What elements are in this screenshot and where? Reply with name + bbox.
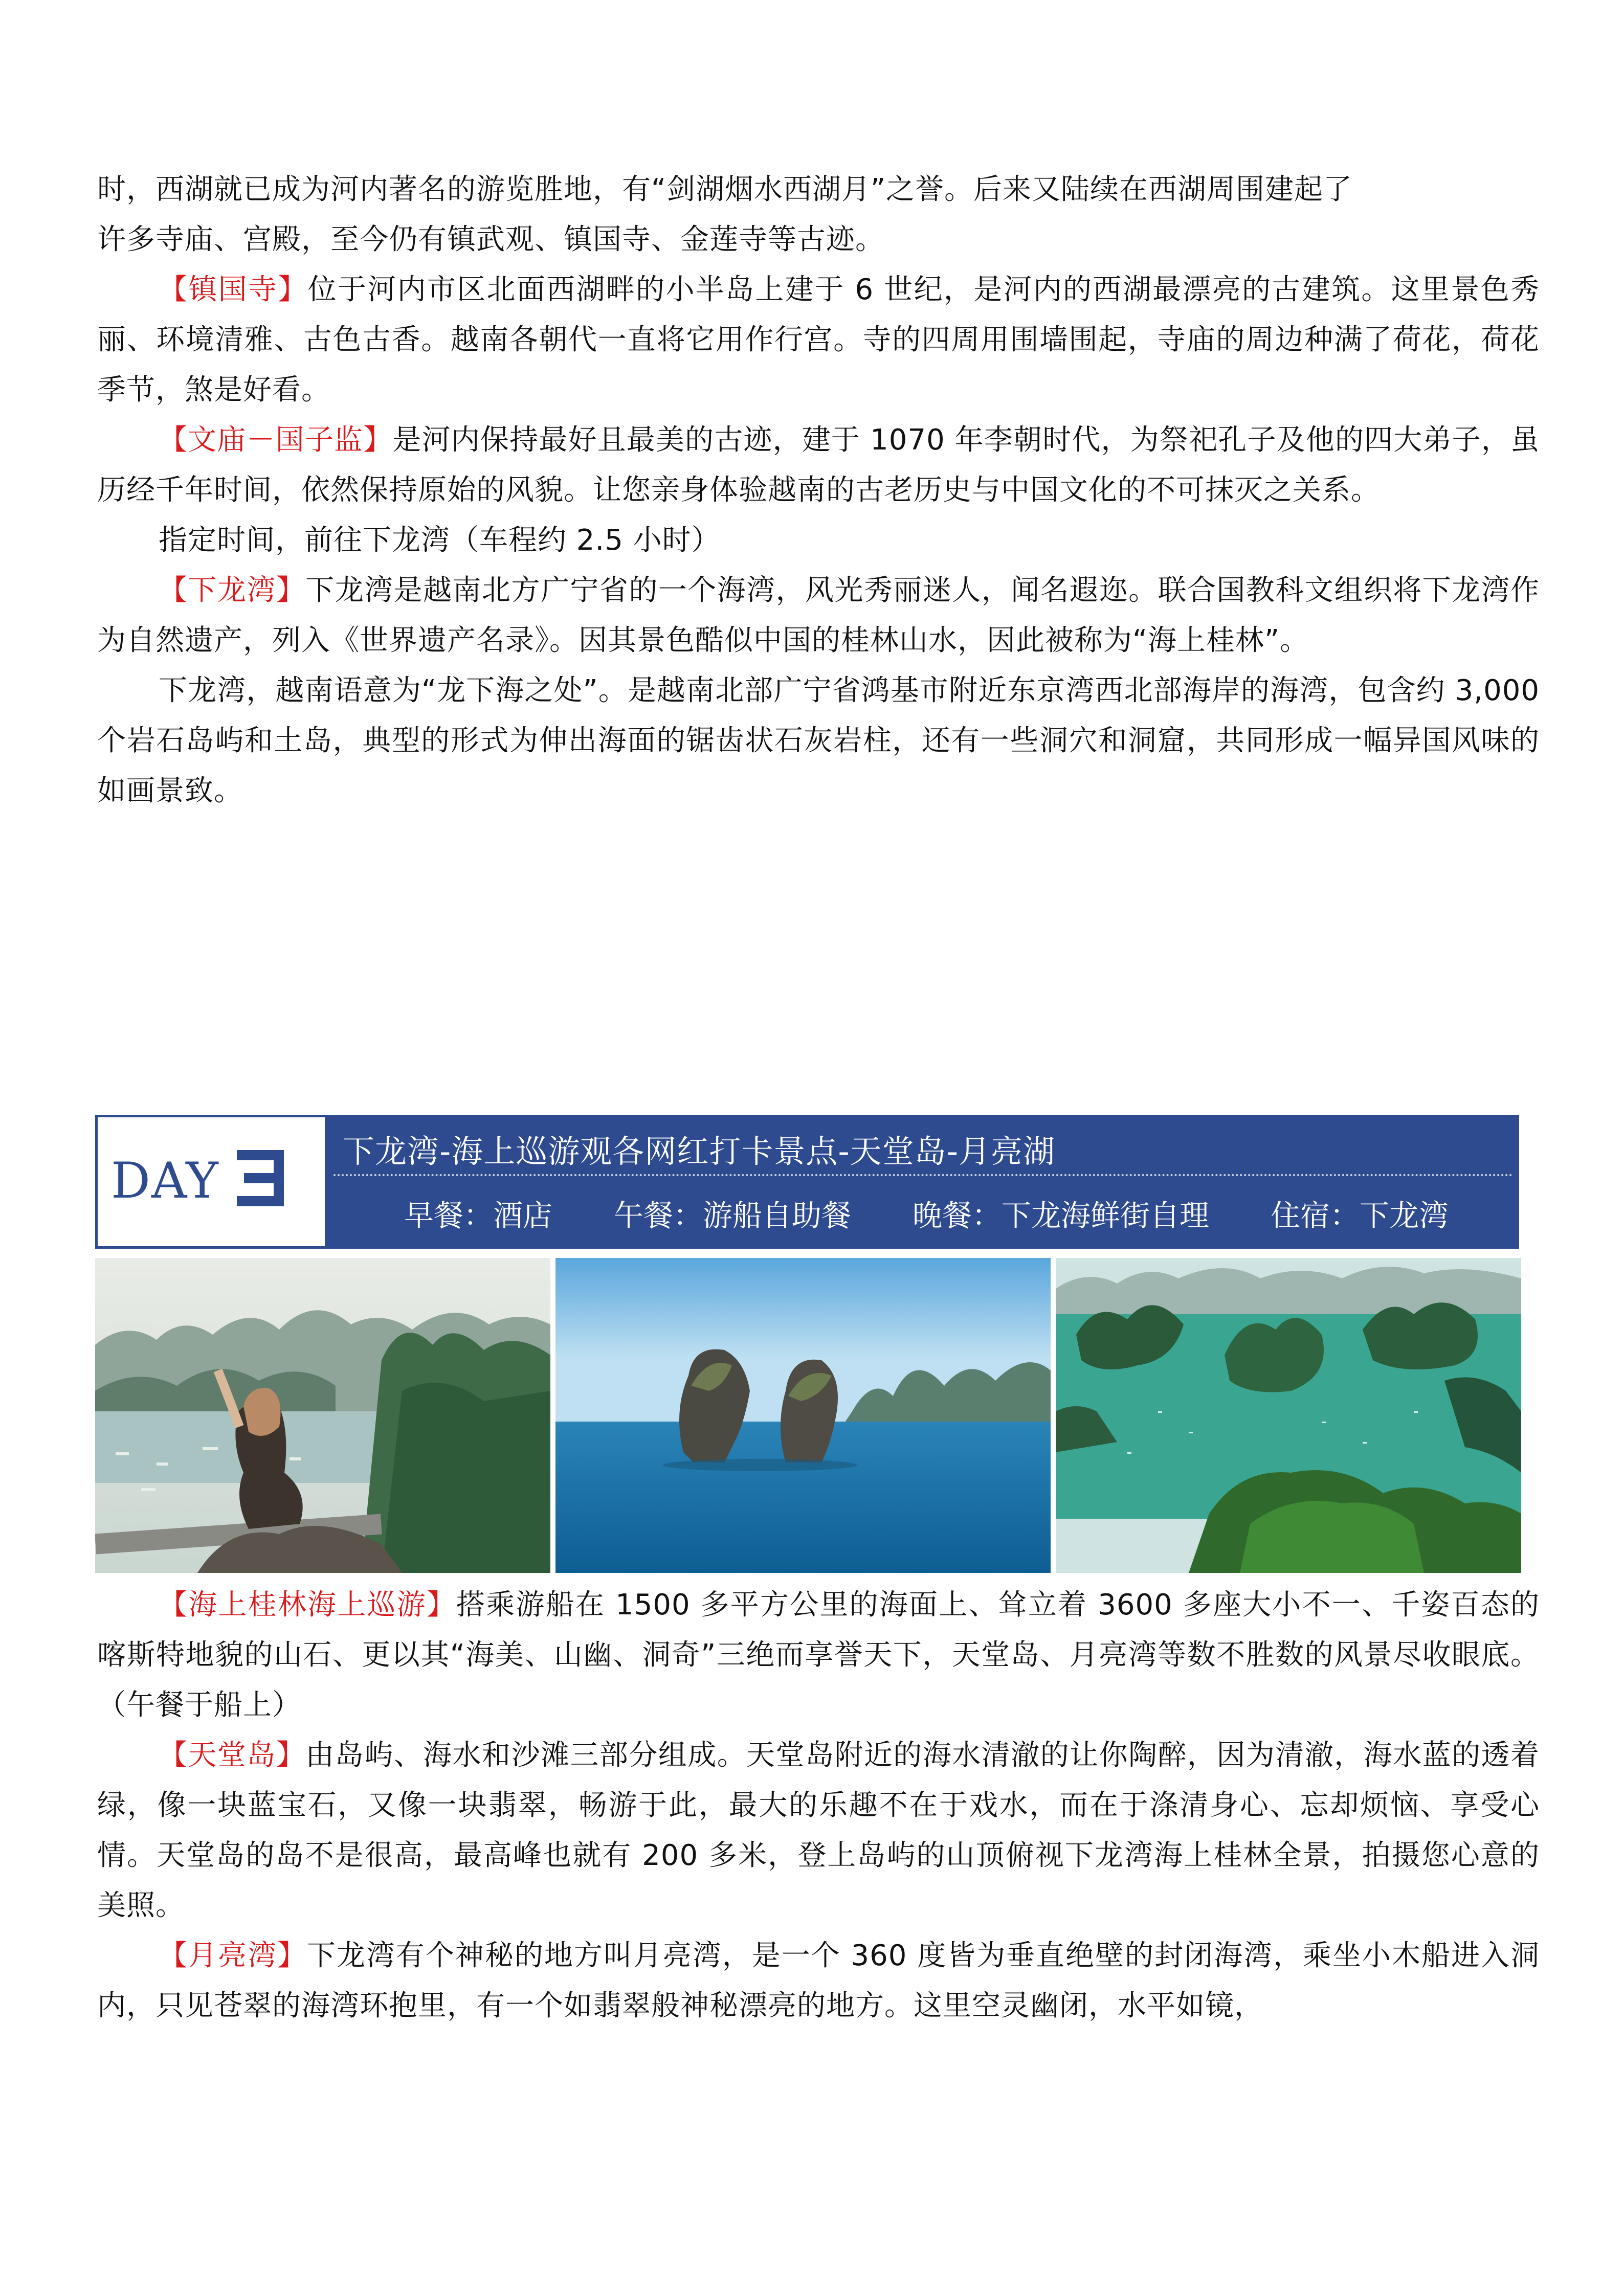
halong-paragraph bbox=[97, 566, 1540, 666]
day-title: 下龙湾-海上巡游观各网红打卡景点-天堂岛-月亮湖 bbox=[343, 1133, 1056, 1170]
wenmiao-paragraph bbox=[97, 415, 1540, 515]
titop-paragraph bbox=[97, 1730, 1540, 1931]
zhenguo-paragraph bbox=[97, 265, 1540, 415]
moon-bay-paragraph bbox=[97, 1931, 1540, 2031]
dinner-info: 晚餐：下龙海鲜街自理 bbox=[913, 1198, 1210, 1233]
titop-text: 由岛屿、海水和沙滩三部分组成。天堂岛附近的海水清澈的让你陶醉，因为清澈，海水蓝的透着绿，像一块蓝宝石，又像一块翡翠，畅游于此，最大的乐趣不在于戏水，而在于涤清身心、忘却烦恼、享受心情。天堂岛的岛不是很高，最高峰也就有 200 多米，登上岛屿的山顶俯视下龙湾海上桂林全景，拍摄您心意的美照。 bbox=[97, 1739, 1540, 1922]
halong-text: 下龙湾是越南北方广宁省的一个海湾，风光秀丽迷人，闻名遐迩。联合国教科文组织将下龙湾作为自然遗产，列入《世界遗产名录》。因其景色酷似中国的桂林山水，因此被称为“海上桂林”。 bbox=[97, 574, 1540, 657]
day-banner bbox=[327, 1115, 1519, 1249]
day-number-3-icon bbox=[237, 1150, 284, 1206]
zhenguo-tag: 【镇国寺】 bbox=[159, 273, 308, 306]
halong-bay-aerial-photo bbox=[1056, 1258, 1521, 1573]
lodging-info: 住宿：下龙湾 bbox=[1271, 1198, 1449, 1233]
halong-desc-paragraph bbox=[97, 666, 1540, 816]
lunch-info: 午餐：游船自助餐 bbox=[614, 1198, 852, 1233]
transfer-paragraph bbox=[97, 515, 1540, 566]
banner-divider bbox=[333, 1174, 1513, 1176]
cruise-text: 搭乘游船在 1500 多平方公里的海面上、耸立着 3600 多座大小不一、千姿百态的喀斯特地貌的山石、更以其“海美、山幽、洞奇”三绝而享誉天下，天堂岛、月亮湾等数不胜数的风景尽收眼底。（午餐于船上） bbox=[97, 1588, 1540, 1722]
cruise-paragraph bbox=[97, 1580, 1540, 1730]
lower-text-block bbox=[97, 1580, 1540, 2031]
transfer-text: 指定时间，前往下龙湾（车程约 2.5 小时） bbox=[159, 524, 721, 557]
cruise-tag: 【海上桂林海上巡游】 bbox=[159, 1588, 457, 1622]
west-lake-line-1: 时，西湖就已成为河内著名的游览胜地，有“剑湖烟水西湖月”之誉。后来又陆续在西湖周围建起了 bbox=[97, 173, 1353, 206]
zhenguo-text: 位于河内市区北面西湖畔的小半岛上建于 6 世纪，是河内的西湖最漂亮的古建筑。这里景色秀丽、环境清雅、古色古香。越南各朝代一直将它用作行宫。寺的四周用围墙围起，寺庙的周边种满了荷花，荷花季节，煞是好看。 bbox=[97, 273, 1540, 407]
titop-tag: 【天堂岛】 bbox=[159, 1739, 306, 1772]
moon-bay-tag: 【月亮湾】 bbox=[159, 1939, 307, 1972]
wenmiao-text: 是河内保持最好且最美的古迹，建于 1070 年李朝时代，为祭祀孔子及他的四大弟子，虽历经千年时间，依然保持原始的风貌。让您亲身体验越南的古老历史与中国文化的不可抹灭之关系。 bbox=[97, 423, 1540, 507]
halong-tag: 【下龙湾】 bbox=[159, 574, 306, 607]
halong-viewpoint-photo bbox=[95, 1258, 550, 1573]
moon-bay-text: 下龙湾有个神秘的地方叫月亮湾，是一个 360 度皆为垂直绝壁的封闭海湾，乘坐小木船进入洞内，只见苍翠的海湾环抱里，有一个如翡翠般神秘漂亮的地方。这里空灵幽闭，水平如镜， bbox=[97, 1939, 1540, 2022]
fighting-cocks-islets-photo bbox=[555, 1258, 1051, 1573]
day-label: DAY bbox=[111, 1152, 219, 1209]
halong-desc-text: 下龙湾，越南语意为“龙下海之处”。是越南北部广宁省鸿基市附近东京湾西北部海岸的海湾，包含约 3,000 个岩石岛屿和土岛，典型的形式为伸出海面的锯齿状石灰岩柱，还有一些洞穴和洞窟，共同形成一幅异国风味的如画景致。 bbox=[97, 674, 1540, 807]
upper-text-block bbox=[97, 165, 1540, 816]
west-lake-paragraph bbox=[97, 165, 1540, 265]
west-lake-line-2: 许多寺庙、宫殿，至今仍有镇武观、镇国寺、金莲寺等古迹。 bbox=[97, 223, 884, 256]
wenmiao-tag: 【文庙－国子监】 bbox=[159, 423, 393, 457]
day-label-box bbox=[95, 1115, 327, 1249]
meal-info-row bbox=[404, 1191, 1449, 1234]
breakfast-info: 早餐：酒店 bbox=[404, 1198, 553, 1233]
photo-strip bbox=[0, 1258, 1624, 1573]
